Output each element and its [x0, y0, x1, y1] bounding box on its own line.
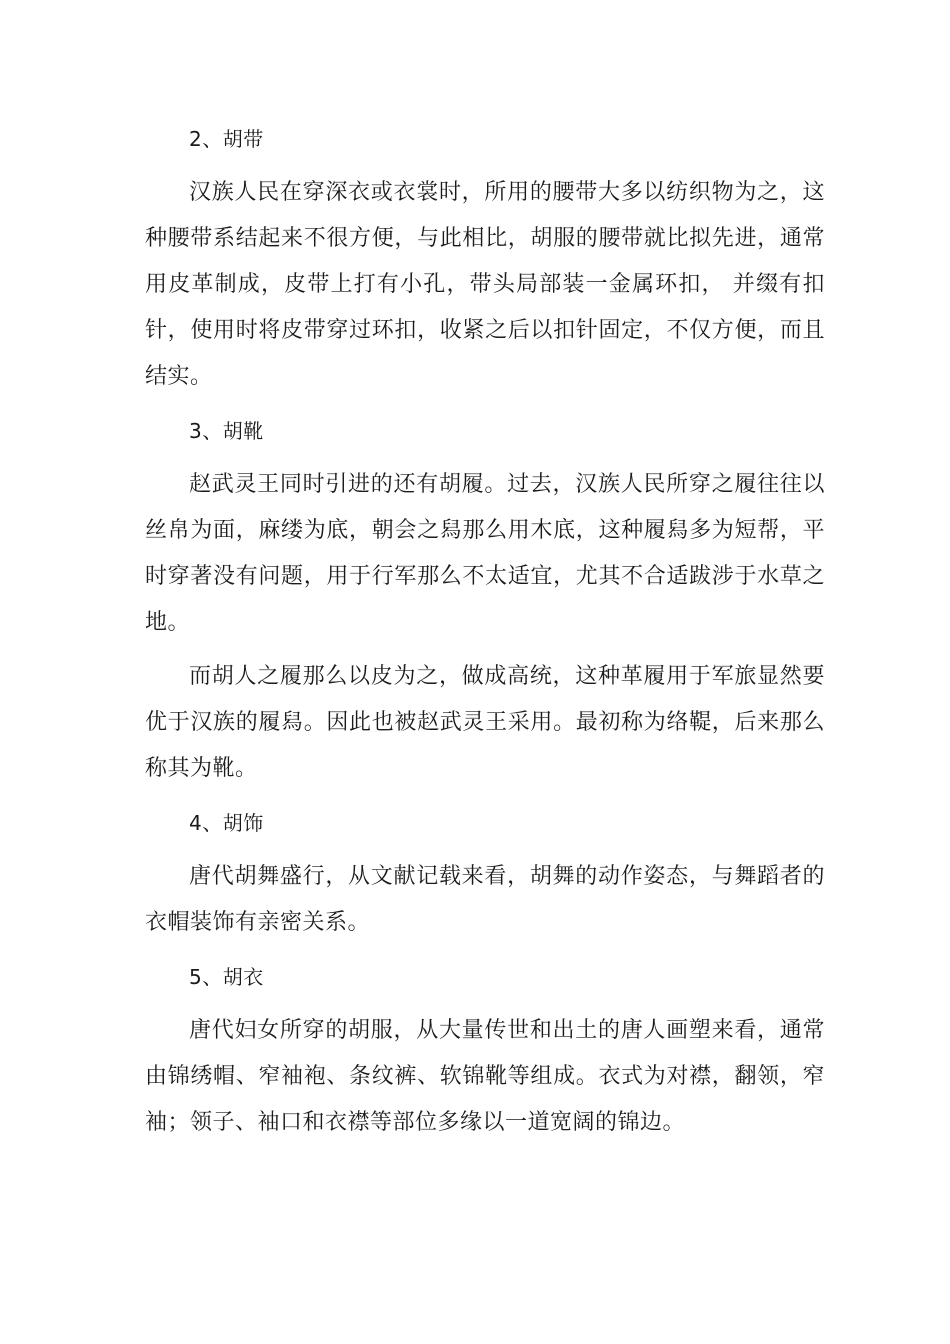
paragraph-belt: 汉族人民在穿深衣或衣裳时，所用的腰带大多以纺织物为之，这种腰带系结起来不很方便，与此相比，胡服的腰带就比拟先进，通常用皮革制成，皮带上打有小孔，带头局部装一金属环扣， 并缀有扣针，使用时将皮带穿过环扣，收紧之后以扣针固定，不仅方便，而且结实。: [145, 180, 825, 389]
paragraph-boots-1: 赵武灵王同时引进的还有胡履。过去，汉族人民所穿之履往往以丝帛为面，麻缕为底，朝会之舄那么用木底，这种履舄多为短帮，平时穿著没有问题，用于行军那么不太适宜，尤其不合适跋涉于水草之地。: [145, 472, 825, 635]
paragraph-ornaments: 唐代胡舞盛行，从文献记载来看，胡舞的动作姿态，与舞蹈者的衣帽装饰有亲密关系。: [145, 864, 825, 935]
paragraph-clothing: 唐代妇女所穿的胡服，从大量传世和出土的唐人画塑来看，通常由锦绣帽、窄袖袍、条纹裤、软锦靴等组成。衣式为对襟，翻领，窄袖；领子、袖口和衣襟等部位多缘以一道宽阔的锦边。: [145, 1018, 825, 1135]
section-heading-ornaments: 4、胡饰: [189, 811, 264, 835]
paragraph-boots-2: 而胡人之履那么以皮为之，做成高统，这种革履用于军旅显然要优于汉族的履舄。因此也被赵武灵王采用。最初称为络鞮，后来那么称其为靴。: [145, 664, 825, 781]
section-heading-boots: 3、胡靴: [189, 419, 264, 443]
section-heading-clothing: 5、胡衣: [189, 965, 264, 989]
section-heading-belt: 2、胡带: [189, 127, 264, 151]
document-body: [145, 116, 825, 1154]
